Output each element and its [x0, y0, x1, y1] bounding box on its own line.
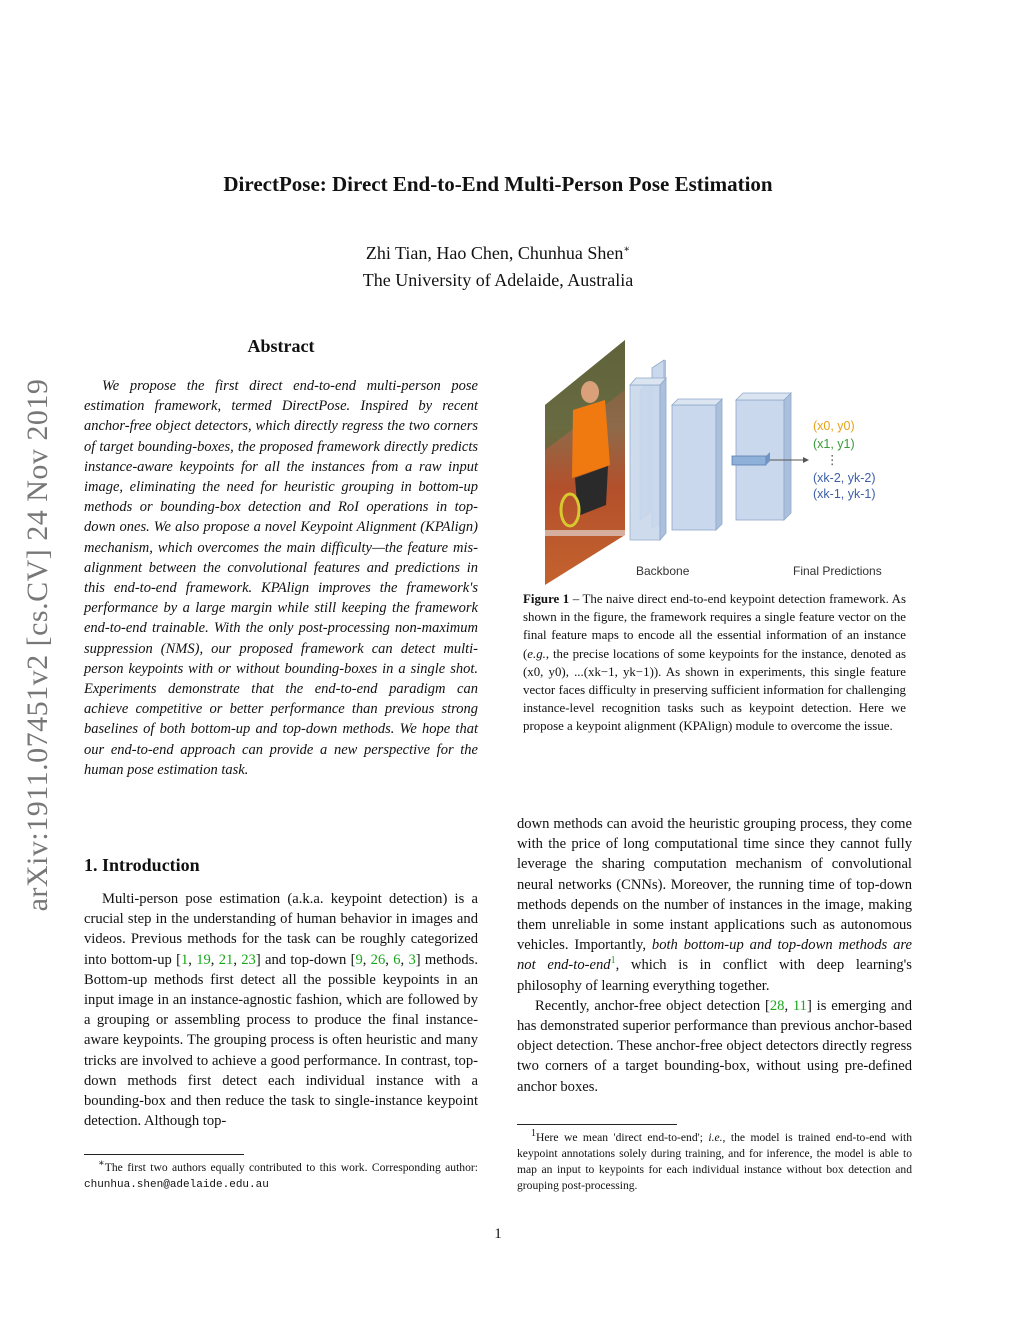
- abstract-body: We propose the first direct end-to-end multi-person pose estimation framework, termed DirectPose. Inspired by recent anchor-free object detectors, which directly regress the two corners of target bounding-boxes, the proposed framework directly predicts instance-aware keypoints for all the instances from a raw input image, eliminating the need for heuristic grouping in bottom-up methods or bounding-box detection and RoI operations in top-down ones. We also propose a novel Keypoint Alignment (KPAlign) mechanism, which overcomes the main difficulty—the feature mis-alignment between the convolutional features and predictions in this end-to-end framework. KPAlign improves the framework's performance by a large margin while still keeping the framework end-to-end trainable. With the only post-processing non-maximum suppression (NMS), our proposed framework can detect multi-person keypoints with or without bounding-boxes in a single shot. Experiments demonstrate that the end-to-end paradigm can achieve competitive or better performance than previous strong baselines of both bottom-up and top-down methods. We hope that our end-to-end approach can provide a new perspective for the human pose estimation task.: [84, 378, 478, 778]
- citation-link[interactable]: 6: [393, 951, 401, 968]
- output-keypoint-k-2: (xk-2, yk-2): [813, 471, 876, 485]
- backbone-label: Backbone: [636, 564, 690, 578]
- citation-link[interactable]: 9: [355, 951, 363, 968]
- paper-title: DirectPose: Direct End-to-End Multi-Person Pose Estimation: [223, 172, 773, 196]
- footnote-link[interactable]: 1: [610, 955, 616, 967]
- author-block: [0, 240, 996, 294]
- footnote-emphasis: i.e.: [708, 1131, 723, 1144]
- footnote-mark: ∗: [98, 1158, 105, 1170]
- affiliation: The University of Adelaide, Australia: [362, 270, 634, 290]
- page-number: 1: [494, 1226, 502, 1242]
- input-image: [545, 340, 625, 585]
- right-column-text: [517, 814, 912, 1097]
- intro-text: ] methods. Bottom-up methods first detect all the possible keypoints in an input image in an instance-agnostic fashion, which are followed by a grouping or assembling process to produce the final instance-aware keypoints. The grouping process is often heuristic and many tricks are involved to achieve a good performance. In contrast, top-down methods first detect each individual instance with a bounding-box and then reduce the task to single-instance keypoint detection. Although top-: [84, 951, 478, 1130]
- intro-text: Recently, anchor-free object detection [: [535, 997, 770, 1014]
- footnote-rule-right: [517, 1124, 677, 1125]
- footnote-left: [84, 1160, 478, 1193]
- citation-link[interactable]: 19: [196, 951, 211, 968]
- intro-text: down methods can avoid the heuristic grouping process, they come with the price of long computational time since they cannot fully leverage the sharing computation mechanism of convolutional neural networks (CNNs). Moreover, the running time of top-down methods depends on the number of instances in the image, making them unreliable in some instant applications such as autonomous vehicles. Importantly,: [517, 816, 912, 954]
- footnote-text: Here we mean 'direct end-to-end';: [536, 1131, 709, 1144]
- intro-text: Multi-person pose estimation (a.k.a. keypoint detection) is a crucial step in the understanding of human behavior in images and videos. Previous methods for the task can be roughly categorized into bottom-up [: [84, 891, 478, 968]
- citation-link[interactable]: 3: [408, 951, 416, 968]
- citation-link[interactable]: 1: [180, 951, 189, 968]
- feature-map: [672, 405, 716, 530]
- caption-text: , the precise locations of some keypoints for the instance, denoted as (x0, y0), ...(xk−1, yk−1)). As shown in experiments, this single feature vector faces difficulty in preserving sufficient information for challenging instance-level recognition tasks such as keypoint detection. Here we propose a keypoint alignment (KPAlign) module to overcome the issue.: [523, 646, 906, 734]
- caption-label: Figure 1: [523, 592, 570, 606]
- intro-text: ] and top-down [: [255, 951, 356, 968]
- footnote-mark: 1: [531, 1128, 536, 1140]
- citation-link[interactable]: 21: [218, 951, 234, 968]
- feature-map: [630, 385, 660, 540]
- intro-paragraph-1: Multi-person pose estimation (a.k.a. keypoint detection) is a crucial step in the understanding of human behavior in images and videos. Previous methods for the task can be roughly categorized into bottom-up [1, 19, 21, 23] and top-down [9, 26, 6, 3] methods. Bottom-up methods first detect all the possible keypoints in an input image in an instance-agnostic fashion, which are followed by a grouping or assembling process to produce the final instance-aware keypoints. The grouping process is often heuristic and many tricks are involved to achieve a good performance. In contrast, top-down methods first detect each individual instance with a bounding-box and then reduce the task to single-instance keypoint detection. Although top-: [84, 891, 478, 1130]
- section-heading-introduction: 1. Introduction: [84, 855, 200, 875]
- backbone-feature-maps: [630, 360, 791, 540]
- abstract-heading: Abstract: [247, 336, 315, 356]
- footnote-right: [517, 1130, 912, 1194]
- intro-text: ] is emerging and has demonstrated superior performance than previous anchor-based object detection. These anchor-free object detectors directly regress two corners of a target bounding-box, without using pre-defined anchor boxes.: [517, 997, 912, 1095]
- author-names: Zhi Tian, Hao Chen, Chunhua Shen: [365, 243, 624, 263]
- author-email[interactable]: chunhua.shen@adelaide.edu.au: [84, 1179, 269, 1191]
- figure-1-diagram: [540, 330, 910, 590]
- footnote-rule-left: [84, 1154, 244, 1155]
- intro-paragraph-2: [517, 814, 912, 996]
- citation-link[interactable]: 11: [792, 997, 807, 1014]
- feature-vector: [732, 456, 766, 465]
- figure-1-caption: [523, 590, 906, 736]
- intro-paragraph-3: Recently, anchor-free object detection [28, 11] is emerging and has demonstrated superior performance than previous anchor-based object detection. These anchor-free object detectors directly regress two corners of a target bounding-box, without using pre-defined anchor boxes.: [517, 997, 912, 1095]
- caption-emphasis: e.g.: [527, 646, 546, 661]
- arxiv-id: arXiv:1911.07451v2 [cs.CV] 24 Nov 2019: [21, 378, 54, 912]
- output-keypoint-k-1: (xk-1, yk-1): [813, 487, 876, 501]
- output-keypoint-1: (x1, y1): [813, 437, 855, 451]
- person-head: [581, 381, 599, 403]
- citation-link[interactable]: 26: [370, 951, 386, 968]
- citation-link[interactable]: 28: [769, 997, 785, 1014]
- footnote-text: The first two authors equally contributed to this work. Corresponding author:: [104, 1161, 478, 1174]
- output-ellipsis: ⋮: [826, 453, 839, 467]
- intro-emphasis: both bottom-up and top-down methods are not end-to-end: [517, 937, 912, 974]
- caption-text: – The naive direct end-to-end keypoint detection framework. As shown in the figure, the framework requires a single feature vector on the final feature maps to encode all the essential information of an instance (: [523, 592, 906, 661]
- author-footnote-mark: ∗: [623, 244, 631, 255]
- citation-link[interactable]: 23: [241, 951, 256, 968]
- footnote-text: , the model is trained end-to-end with keypoint annotations solely during training, and for inference, the model is able to map an input to keypoints for each individual instance without box detection and grouping post-processing.: [517, 1131, 912, 1192]
- arxiv-stamp: [8, 345, 68, 945]
- intro-text: , which is in conflict with deep learning's philosophy of learning everything together.: [517, 957, 912, 994]
- person-shirt: [572, 400, 610, 478]
- output-keypoint-0: (x0, y0): [813, 419, 855, 433]
- final-predictions-label: Final Predictions: [793, 564, 882, 578]
